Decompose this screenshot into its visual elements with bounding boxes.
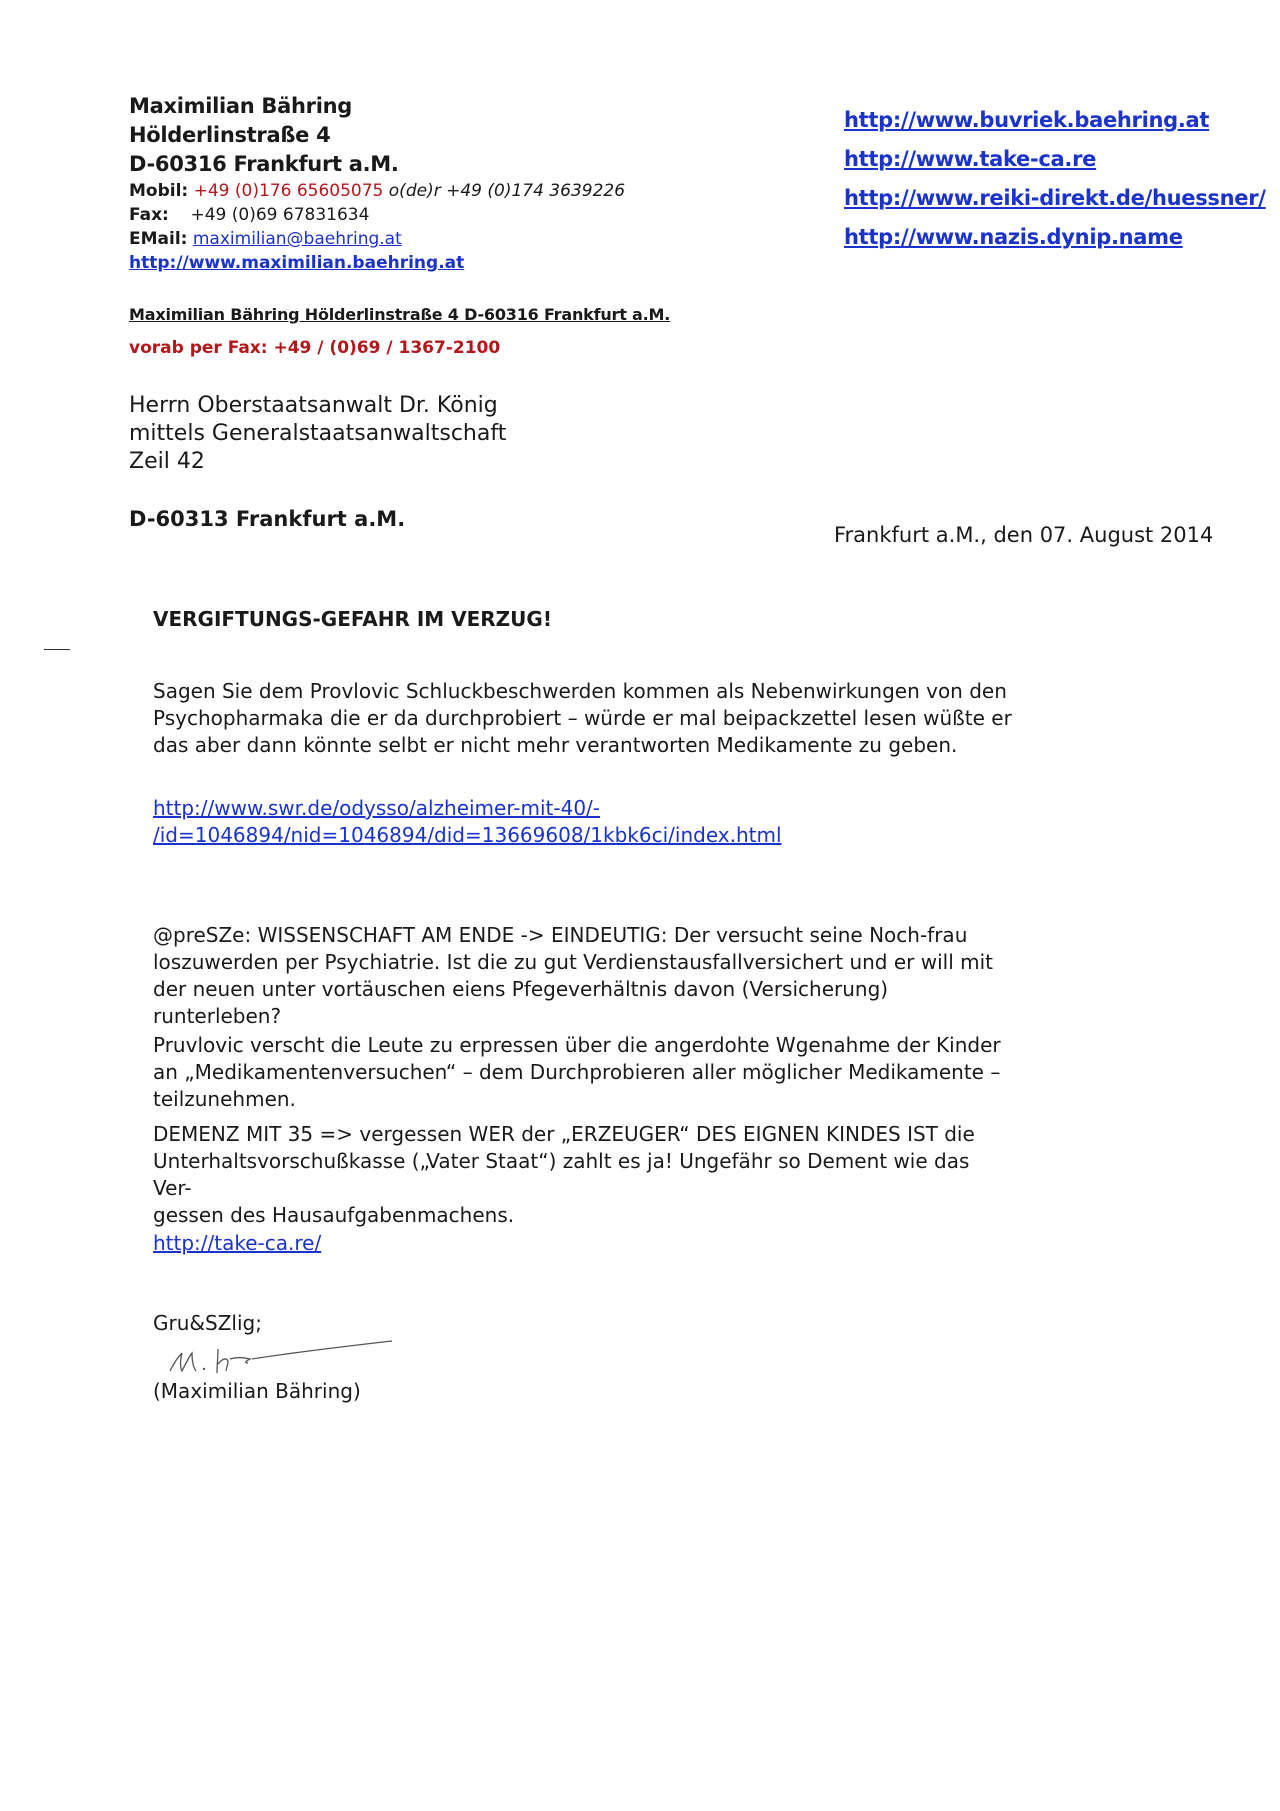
sender-city: D-60316 Frankfurt a.M. (129, 152, 399, 176)
fax-note: vorab per Fax: +49 / (0)69 / 1367-2100 (129, 338, 501, 358)
fax-number: +49 (0)69 67831634 (190, 205, 370, 225)
mobile-number-1: +49 (0)176 65605075 (193, 181, 384, 201)
top-links (844, 101, 1266, 257)
recipient-block (129, 392, 506, 476)
email-label: EMail: (129, 229, 188, 249)
sender-website-line (129, 251, 625, 275)
take-care-link[interactable]: http://take-ca.re/ (153, 1231, 322, 1255)
letter-date: Frankfurt a.M., den 07. August 2014 (834, 523, 1214, 547)
swr-link-block (153, 795, 1013, 849)
sender-name: Maximilian Bähring (129, 94, 352, 118)
recipient-line-3: Zeil 42 (129, 449, 205, 474)
recipient-line-1: Herrn Oberstaatsanwalt Dr. König (129, 393, 498, 418)
mobile-label: Mobil: (129, 181, 189, 201)
signature-name: (Maximilian Bähring) (153, 1379, 361, 1403)
paragraph-4 (153, 1121, 1013, 1229)
return-address: Maximilian Bähring Hölderlinstraße 4 D-60316 Frankfurt a.M. (129, 305, 671, 324)
fold-mark (44, 649, 70, 650)
signature-image (160, 1335, 400, 1377)
paragraph-2: @preSZe: WISSENSCHAFT AM ENDE -> EINDEUTIG: Der versucht seine Noch-frau loszuwerden per Psychiatrie. Ist die zu gut Verdienstausfallversichert und er will mit der neuen unter vortäuschen eiens Pfegeverhältnis davon (Versicherung) runterleben? (153, 923, 994, 1028)
sender-mobile-line (129, 179, 625, 203)
recipient-city: D-60313 Frankfurt a.M. (129, 507, 406, 531)
recipient-line-2: mittels Generalstaatsanwaltschaft (129, 421, 507, 446)
sender-block (129, 92, 625, 275)
fax-label: Fax: (129, 205, 169, 225)
top-link-nazis[interactable]: http://www.nazis.dynip.name (844, 225, 1183, 249)
top-link-reiki[interactable]: http://www.reiki-direkt.de/huessner/ (844, 186, 1266, 210)
sender-street: Hölderlinstraße 4 (129, 123, 331, 147)
subject-line: VERGIFTUNGS-GEFAHR IM VERZUG! (153, 607, 552, 631)
top-link-take-care[interactable]: http://www.take-ca.re (844, 147, 1097, 171)
swr-link-line-2[interactable]: /id=1046894/nid=1046894/did=13669608/1kbk6ci/index.html (153, 823, 782, 847)
swr-link-line-1[interactable]: http://www.swr.de/odysso/alzheimer-mit-40/- (153, 796, 601, 820)
sender-email-line (129, 227, 625, 251)
paragraph-3: Pruvlovic verscht die Leute zu erpressen über die angerdohte Wgenahme der Kinder an „Medikamentenversuchen“ – dem Durchprobieren aller möglicher Medikamente – teilzunehmen. (153, 1033, 1001, 1111)
email-link[interactable]: maximilian@baehring.at (192, 229, 402, 249)
mobile-or: o(de)r (388, 181, 441, 201)
mobile-number-2: +49 (0)174 3639226 (446, 181, 626, 201)
top-link-buvriek[interactable]: http://www.buvriek.baehring.at (844, 108, 1210, 132)
paragraph-4-line-2: Unterhaltsvorschußkasse („Vater Staat“) zahlt es ja! Ungefähr so Dement wie das Ver- (153, 1149, 970, 1200)
sender-fax-line (129, 203, 625, 227)
paragraph-4-line-1: DEMENZ MIT 35 => vergessen WER der „ERZEUGER“ DES EIGNEN KINDES IST die (153, 1122, 975, 1146)
paragraph-1: Sagen Sie dem Provlovic Schluckbeschwerden kommen als Nebenwirkungen von den Psychopharmaka die er da durchprobiert – würde er mal beipackzettel lesen wüßte er das aber dann könnte selbt er nicht mehr verantworten Medikamente zu geben. (153, 679, 1012, 757)
website-link[interactable]: http://www.maximilian.baehring.at (129, 253, 465, 273)
greeting: Gru&SZlig; (153, 1311, 262, 1335)
take-care-link-block (153, 1230, 1013, 1257)
paragraph-4-line-3: gessen des Hausaufgabenmachens. (153, 1203, 515, 1227)
